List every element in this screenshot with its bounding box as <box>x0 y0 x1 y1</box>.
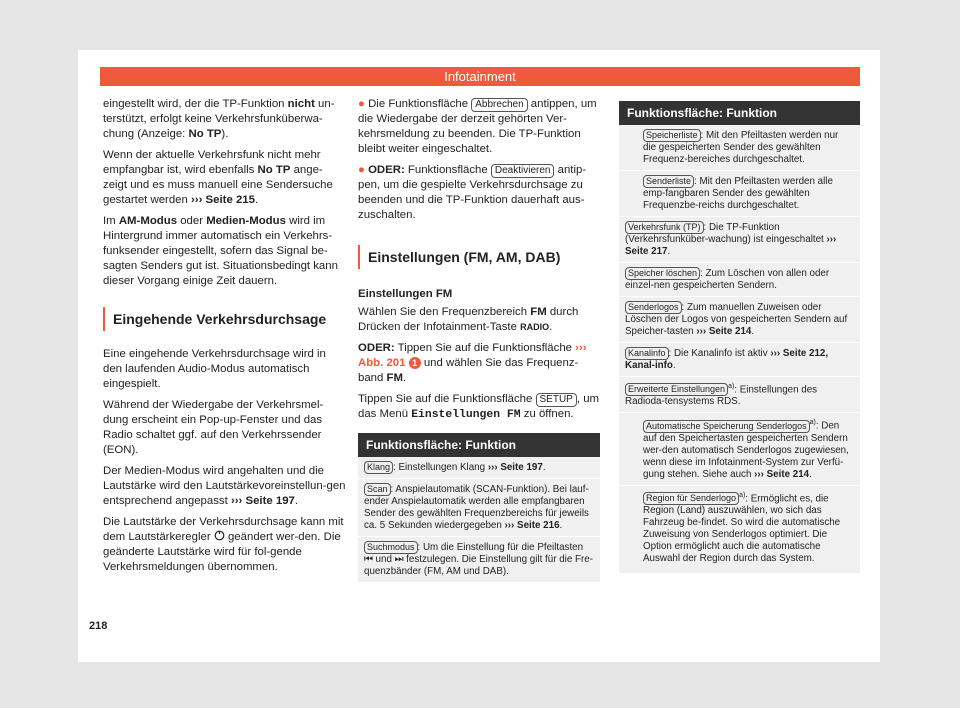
menu-name: Einstellungen FM <box>411 409 521 421</box>
table-row: Klang : Einstellungen Klang ››› Seite 197. <box>358 457 600 479</box>
table-row: Speicher löschen : Zum Löschen von allen oder einzel-nen gespeicherten Sendern. <box>619 263 860 297</box>
table-header: Funktionsfläche: Funktion <box>358 433 600 457</box>
seek-forward-icon: ⏭ <box>394 554 404 565</box>
column-1 <box>103 97 346 581</box>
subheading: Einstellungen FM <box>358 288 453 300</box>
page-number: 218 <box>89 620 108 632</box>
verkehrsfunk-button[interactable]: Verkehrsfunk (TP) <box>625 221 704 234</box>
automatische-speicherung-senderlogos-button[interactable]: Automatische Speicherung Senderlogos <box>643 420 810 433</box>
kanalinfo-button[interactable]: Kanalinfo <box>625 347 669 360</box>
table-row: Senderlogos : Zum manuellen Zuweisen oder Löschen der Logos von gespeicherten Sendern auf Speicher-tasten ››› Seite 214. <box>619 297 860 343</box>
column-2 <box>358 97 600 583</box>
footnote-marker: a) <box>739 491 746 499</box>
header-title: Infotainment <box>444 69 516 84</box>
abbrechen-button[interactable]: Abbrechen <box>471 98 527 112</box>
seek-back-icon: ⏮ <box>364 554 373 565</box>
callout-number-badge: 1 <box>409 357 421 369</box>
page-reference-link[interactable]: ››› Seite 197 <box>487 462 543 473</box>
table-row: Speicherliste : Mit den Pfeiltasten werden nur die gespeicherten Sender des gewählten Frequenz-bereiches durchgeschaltet. <box>619 125 860 171</box>
table-row: Kanalinfo : Die Kanalinfo ist aktiv ››› Seite 212, Kanal-info. <box>619 343 860 377</box>
footnote-marker: a) <box>728 383 735 390</box>
footnote-marker: a) <box>809 419 816 427</box>
paragraph: Der Medien-Modus wird angehalten und die Lautstärke wird den Lautstärkevoreinstellun-gen entsprechend angepasst ››› Seite 197. <box>103 465 346 507</box>
paragraph: eingestellt wird, der die TP-Funktion nicht un-terstützt, erfolgt keine Verkehrsfunküberwa-chung (Anzeige: No TP). <box>103 98 335 140</box>
section-heading: Eingehende Verkehrsdurchsage <box>103 307 346 331</box>
setup-button[interactable]: SETUP <box>536 393 577 407</box>
function-table <box>619 101 860 574</box>
page-reference-link[interactable]: ››› Seite 214 <box>696 326 752 337</box>
paragraph: Tippen Sie auf die Funktionsfläche SETUP , um das Menü Einstellungen FM zu öffnen. <box>358 393 600 421</box>
paragraph: Die Lautstärke der Verkehrsdurchsage kann mit dem Lautstärkeregler geändert wer-den. Die geänderte Lautstärke wird für fol-gende Verkehrsmeldungen übernommen. <box>103 516 344 573</box>
page-reference-link[interactable]: ››› Seite 216 <box>504 520 560 531</box>
page-reference-link[interactable]: ››› Seite 217 <box>625 234 837 257</box>
bullet-icon: ● <box>358 98 365 110</box>
speicher-loeschen-button[interactable]: Speicher löschen <box>625 267 700 280</box>
paragraph: ODER: Tippen Sie auf die Funktionsfläche ››› Abb. 201 1 und wählen Sie das Frequenz-band FM. <box>358 342 587 384</box>
table-row: Erweiterte Einstellungen $^{a)}$: Einstellungen des Radioda-tensystems RDS. <box>619 377 860 413</box>
suchmodus-button[interactable]: Suchmodus <box>364 541 418 554</box>
paragraph: Wählen Sie den Frequenzbereich FM durch Drücken der Infotainment-Taste RADIO. <box>358 306 579 333</box>
table-row: Region für Senderlogo $^{a)}$: Ermöglicht es, die Region (Land) auszuwählen, wo sich das Fahrzeug be-findet. So wird die automatische Zuweisung von Senderlogos optimiert. Die Option ermöglicht auch die automatische Auswahl der Region durch das System. <box>619 486 860 574</box>
page-reference-link[interactable]: ››› Seite 214 <box>754 468 810 480</box>
paragraph: Im AM-Modus oder Medien-Modus wird im Hintergrund immer automatisch ein Verkehrs-funksender eingestellt, sofern das Signal be-sagten Senders gut ist. Situationsbedingt kann dieser Vorgang einige Zeit dauern. <box>103 215 338 287</box>
speicherliste-button[interactable]: Speicherliste <box>643 129 701 142</box>
klang-button[interactable]: Klang <box>364 461 393 474</box>
table-row: Automatische Speicherung Senderlogos $^{a)}$: Den auf den Speichertasten gespeicherten Sendern wer-den automatisch Senderlogos zugewiesen, wenn diese im Infotainment-System zur Verfü-gung stehen. Siehe auch ››› Seite 214. <box>619 413 860 485</box>
page-reference-link[interactable]: ››› Seite 215 <box>191 194 255 206</box>
bullet-icon: ● <box>358 164 365 176</box>
bullet-item: ● ODER: Funktionsfläche Deaktivieren antip-pen, um die gespielte Verkehrsdurchsage zu beenden und die TP-Funktion dauerhaft aus-zuschalten. <box>358 164 587 221</box>
table-row: Verkehrsfunk (TP) : Die TP-Funktion (Verkehrsfunküber-wachung) ist eingeschaltet ››› Seite 217. <box>619 217 860 263</box>
volume-knob-icon <box>214 530 225 541</box>
column-3 <box>619 101 860 574</box>
region-fuer-senderlogo-button[interactable]: Region für Senderlogo <box>643 492 739 505</box>
erweiterte-einstellungen-button[interactable]: Erweiterte Einstellungen <box>625 383 728 396</box>
page-reference-link[interactable]: ››› Seite 212, Kanal-info <box>625 348 829 371</box>
section-heading: Einstellungen (FM, AM, DAB) <box>358 245 600 269</box>
function-table <box>358 433 600 583</box>
paragraph: Während der Wiedergabe der Verkehrsmel-dung erscheint ein Pop-up-Fenster und das Radio schaltet ggf. auf den Verkehrssender (EON). <box>103 399 324 456</box>
deaktivieren-button[interactable]: Deaktivieren <box>491 164 555 178</box>
figure-reference-link[interactable]: ››› Abb. 201 <box>358 342 587 369</box>
paragraph: Eine eingehende Verkehrsdurchsage wird in den laufenden Audio-Modus automatisch eingespielt. <box>103 348 326 390</box>
senderliste-button[interactable]: Senderliste <box>643 175 694 188</box>
table-row: Suchmodus : Um die Einstellung für die Pfeiltasten ⏮ und ⏭ festzulegen. Die Einstellung gilt für die Fre-quenzbänder (FM, AM und DAB). <box>358 537 600 583</box>
radio-key-label: RADIO <box>520 322 550 332</box>
page-reference-link[interactable]: ››› Seite 197 <box>230 495 295 507</box>
table-header: Funktionsfläche: Funktion <box>619 101 860 125</box>
paragraph: Wenn der aktuelle Verkehrsfunk nicht mehr empfangbar ist, wird ebenfalls No TP ange-zeigt und es muss manuell eine Sendersuche gestartet werden ››› Seite 215. <box>103 149 333 206</box>
senderlogos-button[interactable]: Senderlogos <box>625 301 682 314</box>
page-header <box>100 67 860 86</box>
table-row: Scan : Anspielautomatik (SCAN-Funktion). Bei lauf-ender Anspielautomatik werden alle empfangbaren Sender des gewählten Frequenzbereichs für jeweils ca. 5 Sekunden wiedergegeben ››› Seite 216. <box>358 479 600 537</box>
scan-button[interactable]: Scan <box>364 483 391 496</box>
bullet-item: ● Die Funktionsfläche Abbrechen antippen, um die Wiedergabe der derzeit gehörten Ver-kehrsmeldung zu beenden. Die TP-Funktion bleibt weiter eingeschaltet. <box>358 98 597 155</box>
table-row: Senderliste : Mit den Pfeiltasten werden alle emp-fangbaren Sender des gewählten Frequenzbe-reichs durchgeschaltet. <box>619 171 860 217</box>
